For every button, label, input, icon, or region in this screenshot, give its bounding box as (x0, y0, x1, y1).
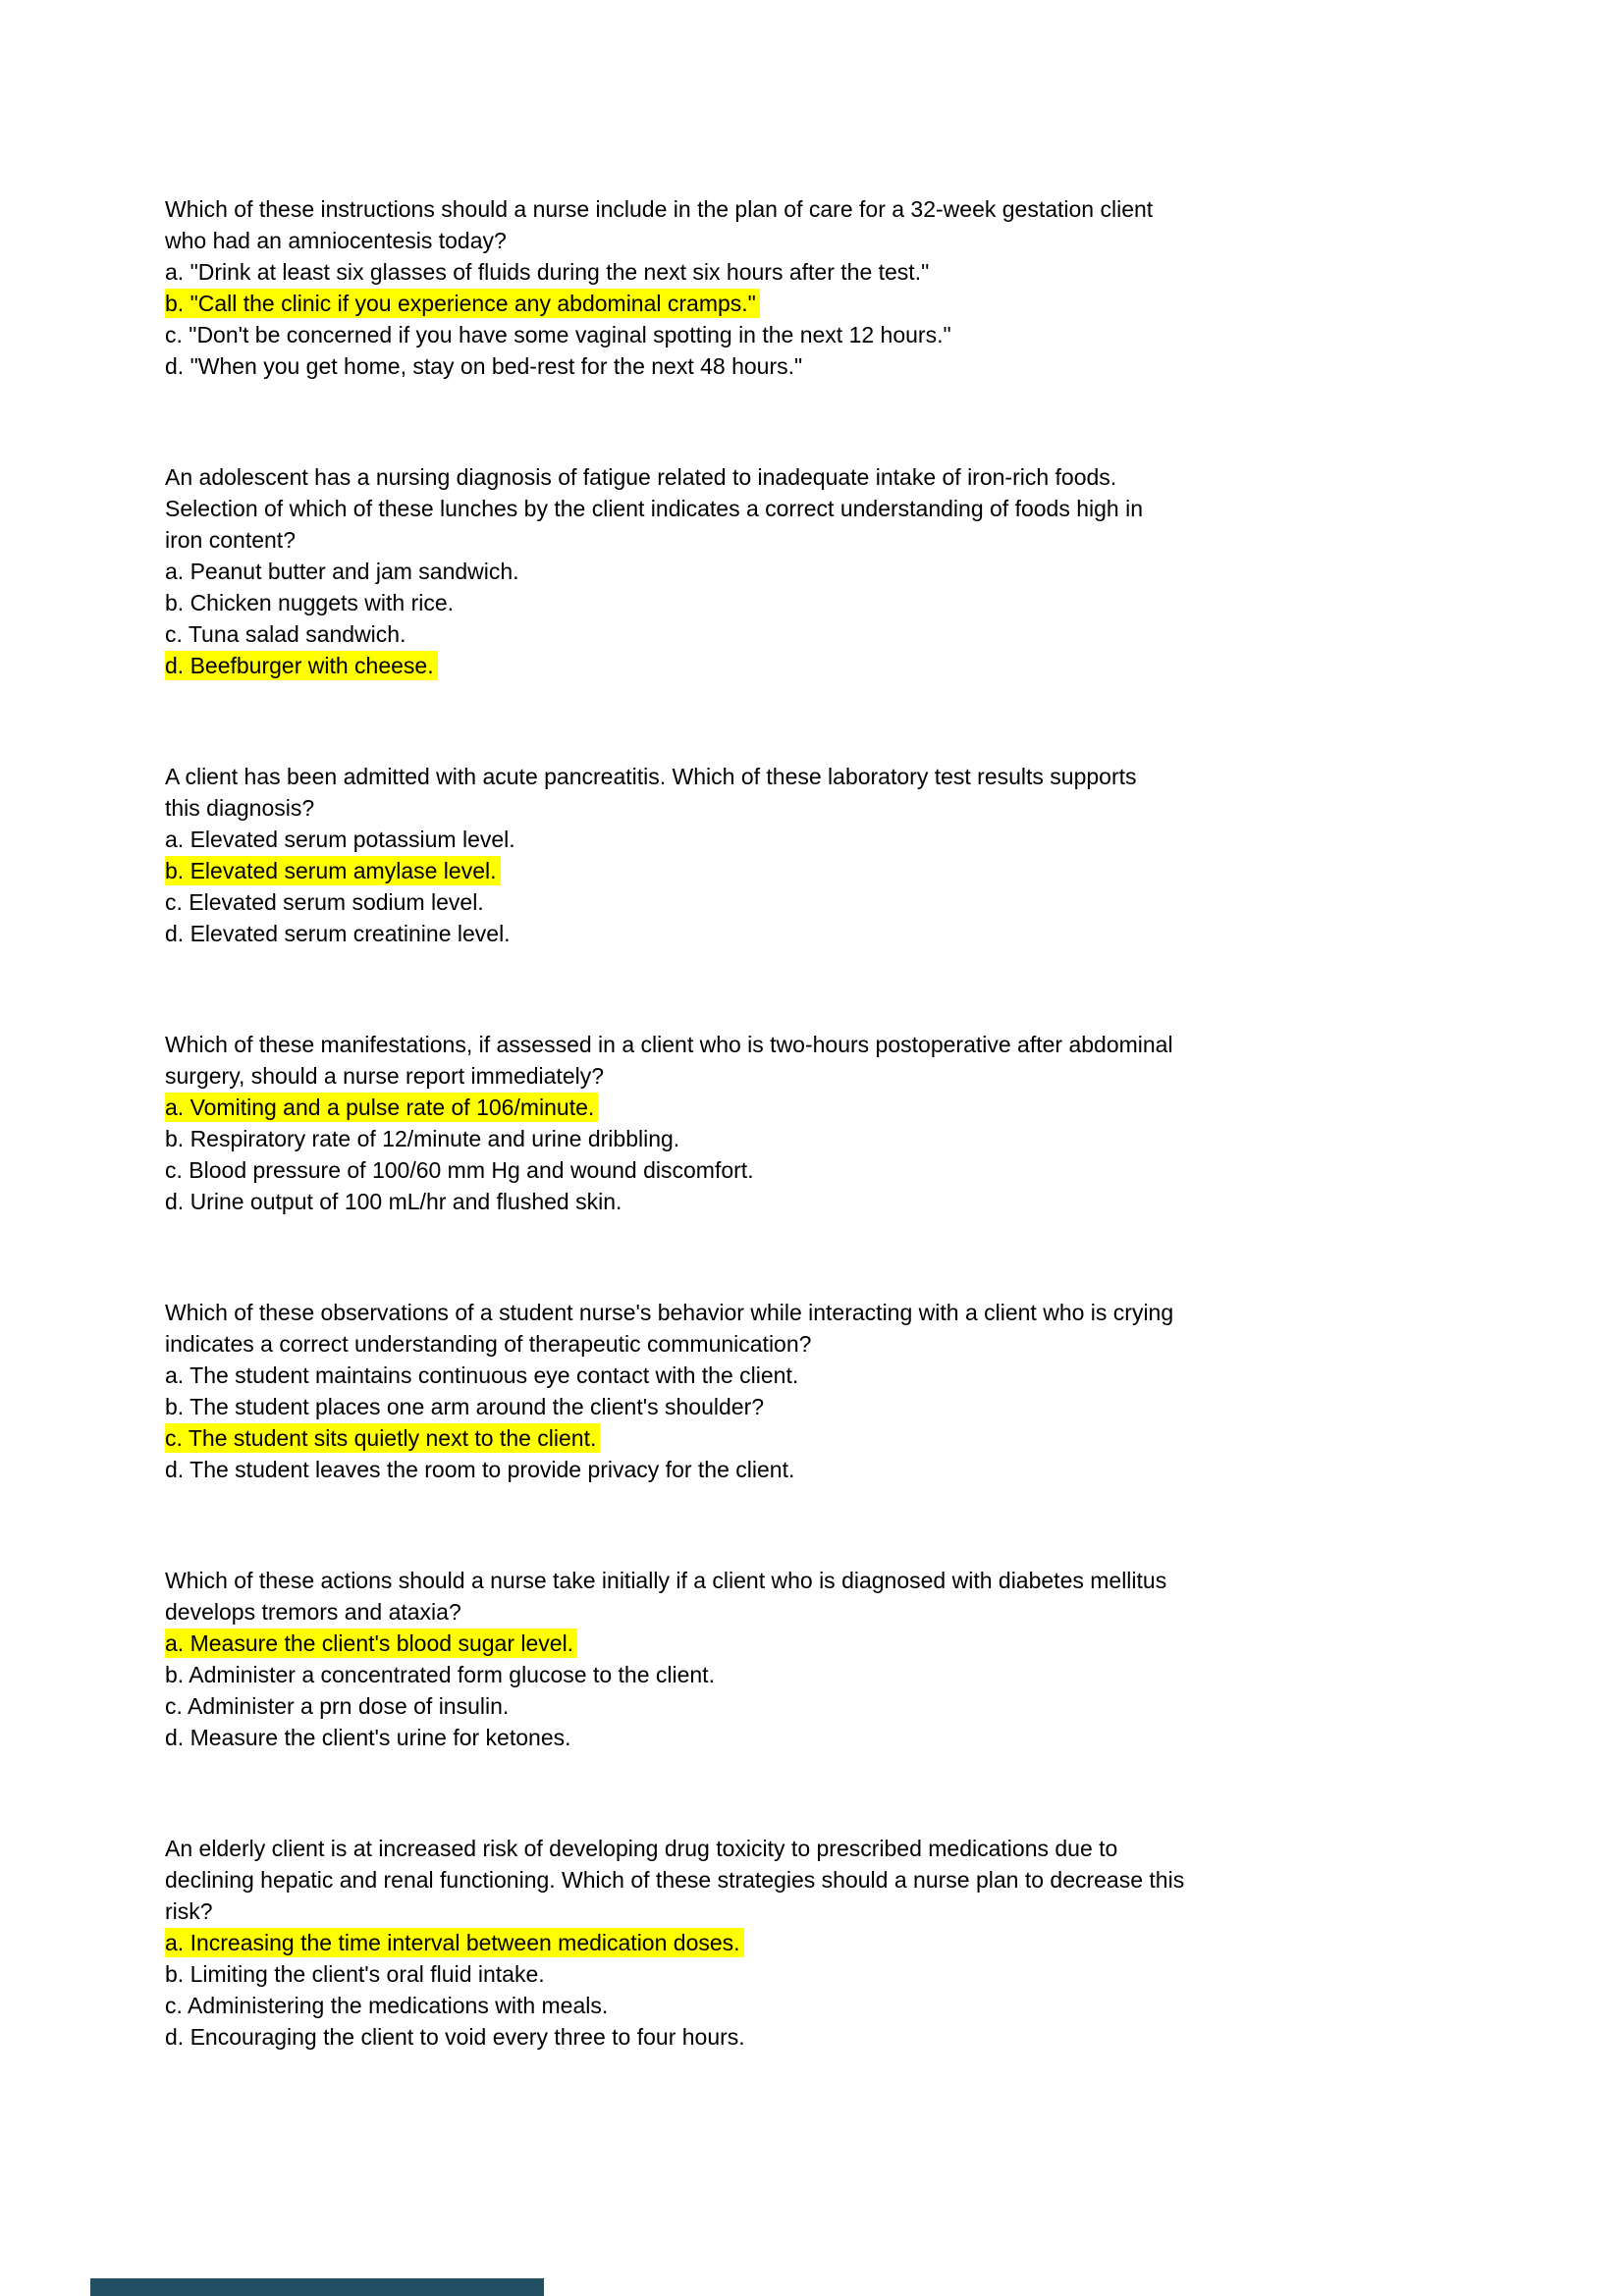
answer-option-line (165, 1722, 1540, 1753)
question-text-line (165, 1833, 1540, 1864)
line-text: Which of these actions should a nurse take initially if a client who is diagnosed with diabetes mellitus (165, 1568, 1167, 1593)
answer-option-line (165, 650, 1540, 681)
answer-option-line (165, 918, 1540, 949)
line-text: d. Elevated serum creatinine level. (165, 921, 511, 946)
line-text: b. Limiting the client's oral fluid intake. (165, 1961, 545, 1987)
line-text: c. Administer a prn dose of insulin. (165, 1693, 510, 1719)
answer-option-line (165, 1391, 1540, 1422)
line-text: risk? (165, 1898, 213, 1924)
answer-option-line (165, 618, 1540, 650)
answer-option-line (165, 1454, 1540, 1485)
line-text: c. Blood pressure of 100/60 mm Hg and wound discomfort. (165, 1157, 754, 1183)
answer-option-line (165, 855, 1540, 886)
answer-option-line (165, 2021, 1540, 2053)
question-block (165, 1833, 1540, 2053)
highlighted-answer-text: b. Elevated serum amylase level. (165, 856, 501, 885)
question-text-line (165, 1896, 1540, 1927)
line-text: Which of these instructions should a nurse include in the plan of care for a 32-week gestation client (165, 196, 1154, 222)
line-text: a. Peanut butter and jam sandwich. (165, 559, 519, 584)
highlighted-answer-text: a. Increasing the time interval between medication doses. (165, 1928, 744, 1957)
line-text: c. Tuna salad sandwich. (165, 621, 406, 647)
line-text: develops tremors and ataxia? (165, 1599, 461, 1625)
line-text: A client has been admitted with acute pancreatitis. Which of these laboratory test results supports (165, 764, 1137, 789)
answer-option-line (165, 1154, 1540, 1186)
answer-option-line (165, 319, 1540, 350)
question-block (165, 1297, 1540, 1485)
answer-option-line (165, 587, 1540, 618)
answer-option-line (165, 1690, 1540, 1722)
answer-option-line (165, 350, 1540, 382)
answer-option-line (165, 1092, 1540, 1123)
footer-bar (90, 2278, 544, 2296)
line-text: a. The student maintains continuous eye contact with the client. (165, 1362, 799, 1388)
answer-option-line (165, 256, 1540, 288)
answer-option-line (165, 886, 1540, 918)
question-text-line (165, 1596, 1540, 1628)
question-block (165, 1029, 1540, 1217)
question-text-line (165, 1328, 1540, 1360)
line-text: b. Chicken nuggets with rice. (165, 590, 455, 615)
answer-option-line (165, 288, 1540, 319)
answer-option-line (165, 1186, 1540, 1217)
highlighted-answer-text: c. The student sits quietly next to the client. (165, 1423, 600, 1453)
line-text: An adolescent has a nursing diagnosis of fatigue related to inadequate intake of iron-rich foods. (165, 464, 1117, 490)
line-text: Which of these observations of a student nurse's behavior while interacting with a client who is crying (165, 1300, 1174, 1325)
question-block (165, 461, 1540, 681)
line-text: b. Respiratory rate of 12/minute and urine dribbling. (165, 1126, 680, 1151)
answer-option-line (165, 1927, 1540, 1958)
answer-option-line (165, 556, 1540, 587)
question-block (165, 1565, 1540, 1753)
line-text: d. Encouraging the client to void every three to four hours. (165, 2024, 745, 2050)
questions-container (165, 193, 1540, 2132)
answer-option-line (165, 1422, 1540, 1454)
line-text: declining hepatic and renal functioning. Which of these strategies should a nurse plan to decrease this (165, 1867, 1185, 1893)
highlighted-answer-text: b. "Call the clinic if you experience any abdominal cramps." (165, 289, 760, 318)
line-text: a. Elevated serum potassium level. (165, 827, 515, 852)
question-block (165, 761, 1540, 949)
question-block (165, 193, 1540, 382)
highlighted-answer-text: a. Vomiting and a pulse rate of 106/minute. (165, 1093, 598, 1122)
answer-option-line (165, 1360, 1540, 1391)
question-text-line (165, 792, 1540, 824)
line-text: b. The student places one arm around the client's shoulder? (165, 1394, 765, 1419)
answer-option-line (165, 1123, 1540, 1154)
line-text: c. Elevated serum sodium level. (165, 889, 484, 915)
line-text: a. "Drink at least six glasses of fluids during the next six hours after the test." (165, 259, 930, 285)
highlighted-answer-text: d. Beefburger with cheese. (165, 651, 438, 680)
line-text: d. "When you get home, stay on bed-rest for the next 48 hours." (165, 353, 803, 379)
line-text: indicates a correct understanding of therapeutic communication? (165, 1331, 812, 1357)
question-text-line (165, 1060, 1540, 1092)
line-text: d. Urine output of 100 mL/hr and flushed skin. (165, 1189, 622, 1214)
line-text: who had an amniocentesis today? (165, 228, 507, 253)
highlighted-answer-text: a. Measure the client's blood sugar level. (165, 1629, 577, 1658)
line-text: surgery, should a nurse report immediately? (165, 1063, 605, 1089)
line-text: this diagnosis? (165, 795, 315, 821)
line-text: Selection of which of these lunches by the client indicates a correct understanding of foods high in (165, 496, 1143, 521)
answer-option-line (165, 1628, 1540, 1659)
answer-option-line (165, 824, 1540, 855)
question-text-line (165, 524, 1540, 556)
answer-option-line (165, 1958, 1540, 1990)
question-text-line (165, 493, 1540, 524)
question-text-line (165, 1029, 1540, 1060)
question-text-line (165, 193, 1540, 225)
question-text-line (165, 1565, 1540, 1596)
question-text-line (165, 461, 1540, 493)
question-text-line (165, 225, 1540, 256)
question-text-line (165, 1864, 1540, 1896)
question-text-line (165, 761, 1540, 792)
line-text: d. Measure the client's urine for ketones. (165, 1725, 571, 1750)
line-text: c. Administering the medications with meals. (165, 1993, 609, 2018)
answer-option-line (165, 1990, 1540, 2021)
line-text: b. Administer a concentrated form glucose to the client. (165, 1662, 715, 1687)
line-text: Which of these manifestations, if assessed in a client who is two-hours postoperative after abdominal (165, 1032, 1173, 1057)
answer-option-line (165, 1659, 1540, 1690)
line-text: iron content? (165, 527, 296, 553)
line-text: An elderly client is at increased risk of developing drug toxicity to prescribed medications due to (165, 1836, 1118, 1861)
line-text: d. The student leaves the room to provide privacy for the client. (165, 1457, 795, 1482)
question-text-line (165, 1297, 1540, 1328)
line-text: c. "Don't be concerned if you have some vaginal spotting in the next 12 hours." (165, 322, 951, 347)
